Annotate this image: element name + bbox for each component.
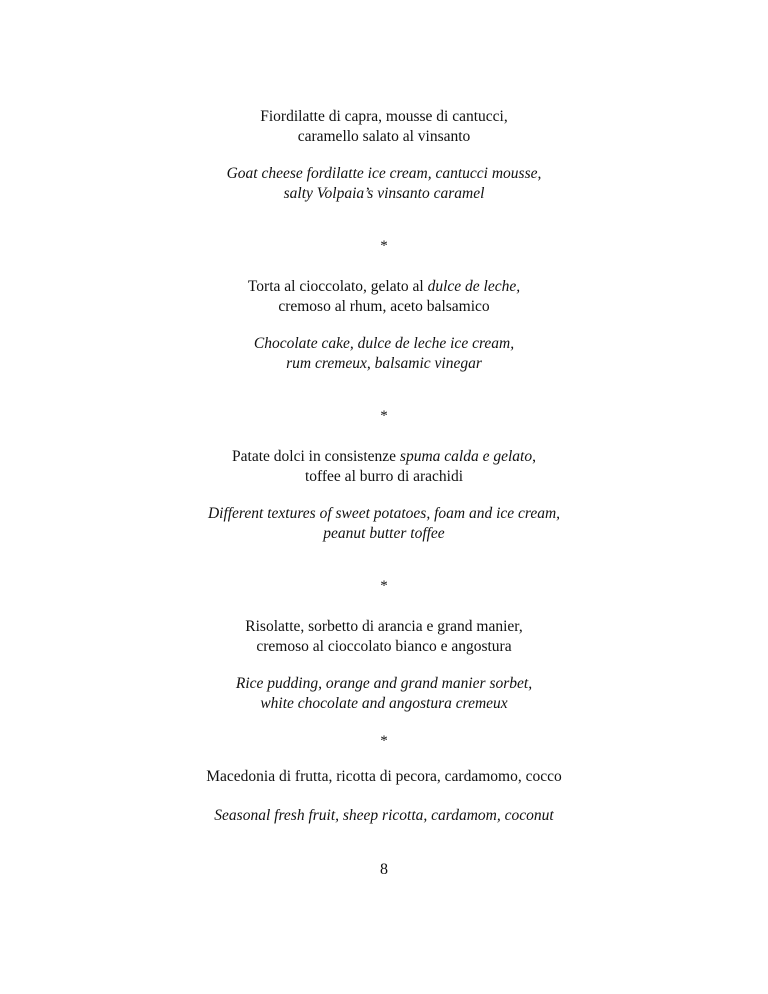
dish-3-english-line-1: Different textures of sweet potatoes, foam and ice cream,	[207, 505, 561, 522]
dish-2-italian-line-2: cremoso al rhum, aceto balsamico	[278, 298, 490, 315]
dish-5-italian-line-1: Macedonia di frutta, ricotta di pecora, cardamomo, cocco	[206, 768, 562, 785]
dish-4-english-line-1: Rice pudding, orange and grand manier sorbet,	[235, 675, 533, 692]
dish-3-italian-line-1: Patate dolci in consistenze spuma calda e gelato,	[232, 448, 536, 465]
separator-3: *	[380, 578, 388, 594]
dish-3-italian-line-2: toffee al burro di arachidi	[304, 468, 464, 485]
dish-2-english-line-1: Chocolate cake, dulce de leche ice cream,	[253, 335, 515, 352]
dish-4-italian-line-2: cremoso al cioccolato bianco e angostura	[256, 638, 512, 655]
dish-2-english-line-2: rum cremeux, balsamic vinegar	[286, 355, 482, 372]
separator-2: *	[380, 408, 388, 424]
dish-4-english-line-2: white chocolate and angostura cremeux	[260, 695, 508, 712]
dish-4-italian-line-1: Risolatte, sorbetto di arancia e grand manier,	[245, 618, 523, 635]
dish-2-italian-line-1: Torta al cioccolato, gelato al dulce de leche,	[247, 278, 521, 295]
page-number: 8	[380, 861, 388, 878]
dish-1-italian-line-2: caramello salato al vinsanto	[297, 128, 471, 145]
separator-4: *	[380, 733, 388, 749]
dish-1-italian-line-1: Fiordilatte di capra, mousse di cantucci,	[260, 108, 508, 125]
dish-1-english-line-2: salty Volpaia’s vinsanto caramel	[283, 185, 485, 202]
dish-1-english-line-1: Goat cheese fordilatte ice cream, cantucci mousse,	[226, 165, 542, 182]
dish-3-english-line-2: peanut butter toffee	[323, 525, 445, 542]
separator-1: *	[380, 238, 388, 254]
dish-5-english-line-1: Seasonal fresh fruit, sheep ricotta, cardamom, coconut	[214, 807, 554, 824]
